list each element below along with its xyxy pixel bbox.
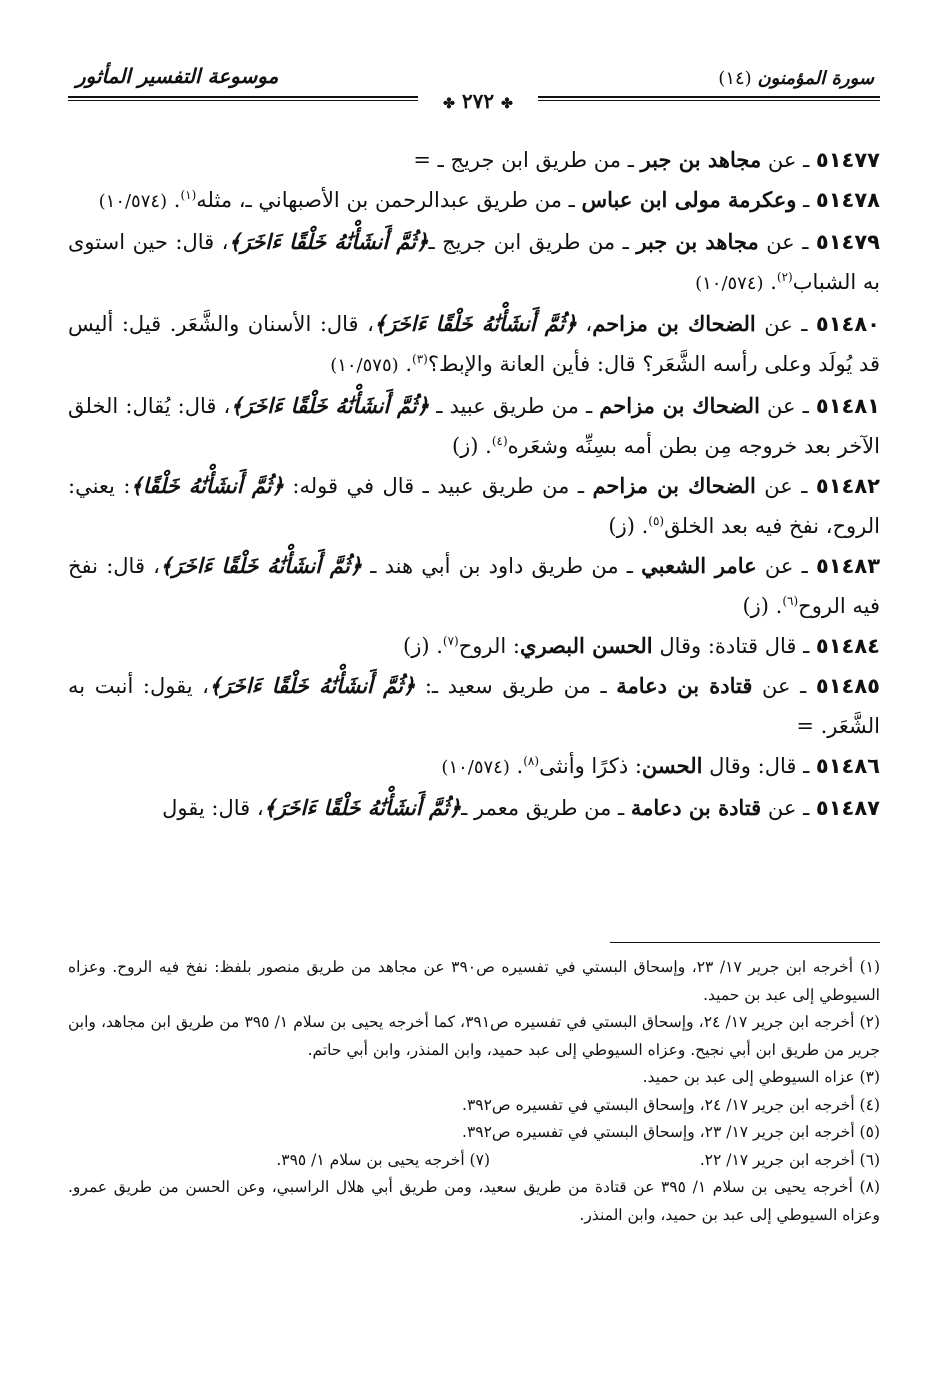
main-text — [68, 140, 880, 828]
footnote-marker: (٤) — [491, 434, 508, 448]
narrator-name: الحسن — [641, 753, 703, 778]
narrator-name: وعكرمة مولى ابن عباس — [581, 187, 797, 212]
entry-text: ، قال: يُقال: الخلق الآخر بعد خروجه مِن بطن أمه بسِنِّه وشعَره — [68, 394, 880, 458]
narrator-name: قتادة بن دعامة — [616, 673, 753, 698]
footnote-marker: (١) — [180, 188, 197, 202]
entry-number: ٥١٤٧٨ — [815, 188, 880, 212]
narration-entry — [68, 180, 880, 222]
surah-name: سورة المؤمنون — [757, 68, 874, 89]
entry-number: ٥١٤٧٧ — [815, 148, 880, 172]
entry-text: : يعني: الروح، نفخ فيه بعد الخلق — [68, 474, 880, 538]
quran-verse: ﴿ثُمَّ أَنشَأْنَٰهُ خَلْقًا﴾ — [130, 473, 284, 498]
narration-entry — [68, 666, 880, 746]
entry-text: ، — [576, 312, 593, 336]
entry-text: . (ز) — [451, 434, 492, 458]
footnote-5: (٥) أخرجه ابن جرير ١٧/ ٢٣، وإسحاق البستي في تفسيره ص٣٩٢. — [462, 1123, 880, 1141]
quran-verse: ﴿ثُمَّ أَنشَأْنَٰهُ خَلْقًا ءَاخَرَ﴾ — [228, 229, 429, 254]
entry-number: ٥١٤٨٧ — [815, 796, 880, 820]
narrator-name: قتادة بن دعامة — [630, 795, 762, 820]
volume-reference: (١٠/٥٧٤) — [98, 191, 168, 212]
footnote-2: (٢) أخرجه ابن جرير ١٧/ ٢٤، وإسحاق البستي في تفسيره ص٣٩١، كما أخرجه يحيى بن سلام ١/ ٣٩٥ من طريق ابن مجاهد، وابن جرير من طريق ابن أبي نجيح. وعزاه السيوطي إلى عبد حميد، وابن المنذر، وابن أبي حاتم. — [68, 1013, 880, 1059]
footnote-marker: (٧) — [442, 634, 459, 648]
entry-text: ـ من طريق ابن جريج ـ = — [413, 148, 641, 172]
quran-verse: ﴿ثُمَّ أَنشَأْنَٰهُ خَلْقًا ءَاخَرَ﴾ — [373, 311, 577, 336]
quran-verse: ﴿ثُمَّ أَنشَأْنَٰهُ خَلْقًا ءَاخَرَ﴾ — [263, 795, 462, 820]
narration-entry — [68, 546, 880, 626]
narration-entry — [68, 466, 880, 546]
narration-entry — [68, 788, 880, 828]
footnote-3: (٣) عزاه السيوطي إلى عبد بن حميد. — [642, 1068, 880, 1086]
footnote-marker: (٢) — [776, 270, 793, 284]
entry-text: ـ عن — [755, 312, 816, 336]
entry-text: ـ عن — [755, 474, 816, 498]
narration-entry — [68, 222, 880, 304]
entry-text: . — [398, 352, 413, 376]
page-number: ٢٧٢ — [461, 89, 495, 113]
narrator-name: الحسن البصري — [520, 633, 653, 658]
entry-text: ـ من طريق عبيد ـ — [429, 394, 600, 418]
entry-text: ، قال: نفخ فيه الروح — [68, 554, 880, 618]
footnote-row-6-7 — [68, 1147, 880, 1175]
footnote-8: (٨) أخرجه يحيى بن سلام ١/ ٣٩٥ عن قتادة من طريق سعيد، ومن طريق أبي هلال الراسبي، وعن الحسن من طريق عمرو. وعزاه السيوطي إلى عبد بن حميد، وابن المنذر. — [68, 1178, 880, 1224]
narrator-name: الضحاك بن مزاحم — [592, 311, 756, 336]
entry-number: ٥١٤٨٠ — [815, 312, 880, 336]
entry-text: ـ عن — [761, 796, 816, 820]
footnotes — [68, 954, 880, 1229]
narrator-name: الضحاك بن مزاحم — [599, 393, 760, 418]
footnote-4: (٤) أخرجه ابن جرير ١٧/ ٢٤، وإسحاق البستي في تفسيره ص٣٩٢. — [462, 1095, 880, 1114]
narrator-name: مجاهد بن جبر — [640, 147, 762, 172]
ornament-icon: ✤ — [443, 96, 455, 112]
narration-entry — [68, 140, 880, 180]
entry-text: : ذكرًا وأنثى — [539, 754, 642, 778]
footnote-1: (١) أخرجه ابن جرير ١٧/ ٢٣، وإسحاق البستي في تفسيره ص٣٩٠ عن مجاهد من طريق منصور بلفظ: نفخ فيه الروح. وعزاه السيوطي إلى عبد بن حميد. — [68, 958, 881, 1004]
book-title: موسوعة التفسير المأثور — [76, 64, 279, 88]
entry-number: ٥١٤٨٣ — [815, 554, 881, 578]
quran-verse: ﴿ثُمَّ أَنشَأْنَٰهُ خَلْقًا ءَاخَرَ﴾ — [208, 673, 416, 698]
entry-text: ، قال: الأسنان والشَّعَر. قيل: أليس قد يُولَد وعلى رأسه الشَّعَر؟ قال: فأين العانة والإبط؟ — [68, 312, 880, 376]
entry-text: ـ قال قتادة: وقال — [652, 634, 816, 658]
entry-text: ـ عن — [756, 554, 816, 578]
entry-number: ٥١٤٨٤ — [815, 634, 880, 658]
quran-verse: ﴿ثُمَّ أَنشَأْنَٰهُ خَلْقًا ءَاخَرَ﴾ — [159, 553, 363, 578]
footnote-marker: (٦) — [782, 594, 799, 608]
narration-entry — [68, 304, 880, 386]
entry-number: ٥١٤٨٢ — [815, 474, 880, 498]
entry-text: ـ من طريق داود بن أبي هند ـ — [362, 554, 642, 578]
footnote-marker: (٣) — [412, 352, 428, 366]
entry-text: . — [509, 754, 524, 778]
entry-text: . — [167, 188, 181, 212]
entry-text: ـ من طريق عبدالرحمن بن الأصبهاني ـ، مثله — [196, 188, 582, 212]
entry-text: ـ من طريق عبيد ـ قال في قوله: — [283, 474, 593, 498]
narrator-name: مجاهد بن جبر — [636, 229, 759, 254]
volume-reference: (١٠/٥٧٤) — [441, 757, 510, 778]
entry-text: ، يقول: أنبت به الشَّعَر. = — [68, 674, 880, 738]
entry-number: ٥١٤٨٥ — [815, 674, 880, 698]
ornament-icon: ✤ — [501, 96, 513, 112]
entry-text: ـ من طريق سعيد ـ: — [415, 674, 617, 698]
entry-text: . — [763, 270, 777, 294]
page-number-box — [418, 86, 538, 116]
entry-text: : الروح — [458, 634, 521, 658]
entry-text: ـ من طريق معمر ـ — [461, 796, 631, 820]
entry-text: ـ قال: وقال — [702, 754, 816, 778]
entry-text: ـ من طريق ابن جريج ـ — [428, 230, 637, 254]
narrator-name: عامر الشعبي — [641, 553, 757, 578]
narration-entry — [68, 386, 880, 466]
footnote-6: (٦) أخرجه ابن جرير ١٧/ ٢٢. — [699, 1150, 880, 1169]
entry-text: . (ز) — [742, 594, 783, 618]
entry-text: ـ عن — [761, 148, 816, 172]
footnote-marker: (٥) — [648, 514, 665, 528]
quran-verse: ﴿ثُمَّ أَنشَأْنَٰهُ خَلْقًا ءَاخَرَ﴾ — [230, 393, 430, 418]
narration-entry — [68, 626, 880, 666]
entry-number: ٥١٤٨١ — [815, 394, 880, 418]
entry-text: ـ عن — [759, 394, 816, 418]
entry-text: . (ز) — [608, 514, 649, 538]
footnote-7: (٧) أخرجه يحيى بن سلام ١/ ٣٩٥. — [276, 1150, 490, 1169]
narration-entry — [68, 746, 880, 788]
entry-text: ـ عن — [752, 674, 816, 698]
entry-text: ، قال: حين استوى به الشباب — [68, 230, 880, 294]
footnote-separator — [610, 942, 880, 943]
entry-text: ، قال: يقول — [162, 796, 264, 820]
entry-text: . (ز) — [403, 634, 443, 658]
narrator-name: الضحاك بن مزاحم — [592, 473, 756, 498]
surah-label — [718, 68, 874, 89]
entry-text: ـ عن — [758, 230, 816, 254]
entry-text: ـ — [796, 188, 816, 212]
part-number: (١٤) — [718, 68, 752, 89]
volume-reference: (١٠/٥٧٥) — [330, 355, 399, 376]
volume-reference: (١٠/٥٧٤) — [695, 273, 764, 294]
entry-number: ٥١٤٧٩ — [815, 230, 880, 254]
footnote-marker: (٨) — [523, 754, 540, 768]
entry-number: ٥١٤٨٦ — [815, 754, 880, 778]
